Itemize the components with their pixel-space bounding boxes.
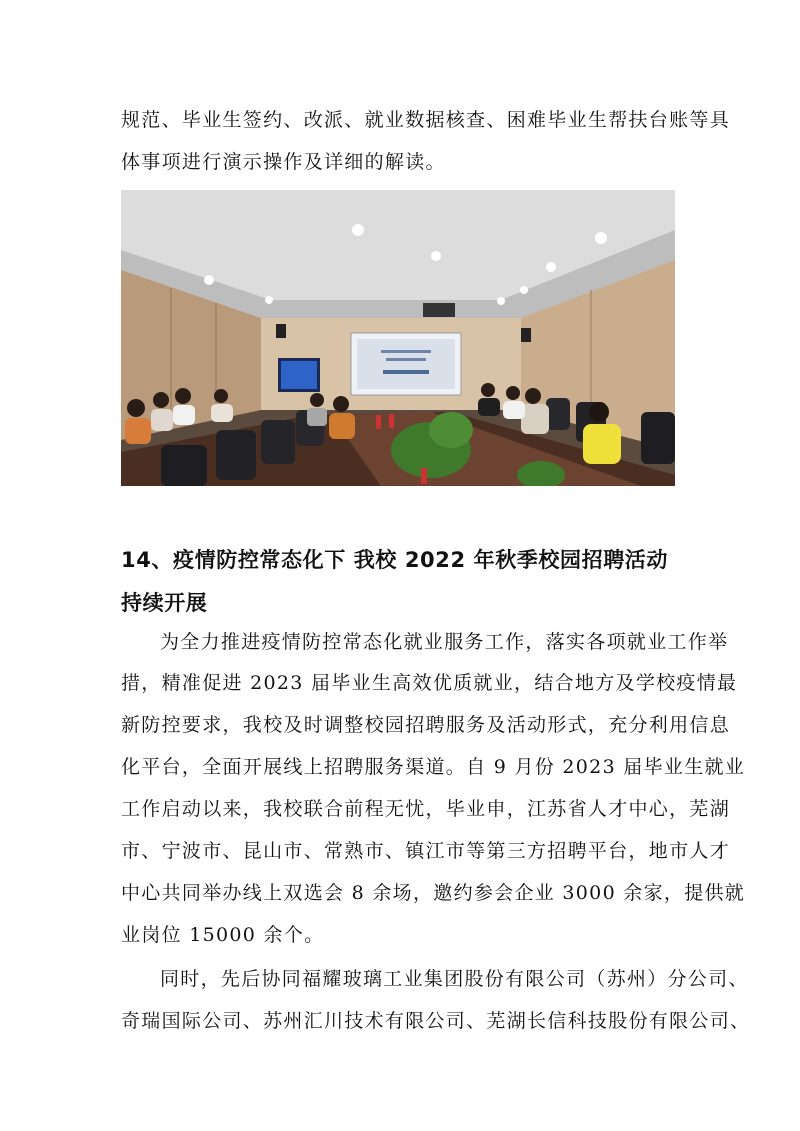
section-heading-line-1: 14、疫情防控常态化下 我校 2022 年秋季校园招聘活动 xyxy=(121,548,669,572)
paragraph1-line-3: 新防控要求，我校及时调整校园招聘服务及活动形式，充分利用信息 xyxy=(121,714,731,736)
intro-line-1: 规范、毕业生签约、改派、就业数据核查、困难毕业生帮扶台账等具 xyxy=(121,109,731,131)
meeting-room-photo xyxy=(121,190,675,486)
paragraph1-line-6: 市、宁波市、昆山市、常熟市、镇江市等第三方招聘平台，地市人才 xyxy=(121,840,731,862)
paragraph1-line-1: 为全力推进疫情防控常态化就业服务工作，落实各项就业工作举 xyxy=(160,631,729,653)
paragraph2-line-2: 奇瑞国际公司、苏州汇川技术有限公司、芜湖长信科技股份有限公司、 xyxy=(121,1010,751,1032)
paragraph1-line-4: 化平台，全面开展线上招聘服务渠道。自 9 月份 2023 届毕业生就业 xyxy=(121,756,746,778)
intro-line-2: 体事项进行演示操作及详细的解读。 xyxy=(121,151,446,173)
section-heading-line-2: 持续开展 xyxy=(121,591,208,615)
paragraph1-line-8: 业岗位 15000 余个。 xyxy=(121,924,325,946)
paragraph1-line-5: 工作启动以来，我校联合前程无忧，毕业申，江苏省人才中心，芜湖 xyxy=(121,798,731,820)
paragraph2-line-1: 同时，先后协同福耀玻璃工业集团股份有限公司（苏州）分公司、 xyxy=(160,968,749,990)
paragraph1-line-2: 措，精准促进 2023 届毕业生高效优质就业，结合地方及学校疫情最 xyxy=(121,672,738,694)
paragraph1-line-7: 中心共同举办线上双选会 8 余场，邀约参会企业 3000 余家，提供就 xyxy=(121,882,746,904)
